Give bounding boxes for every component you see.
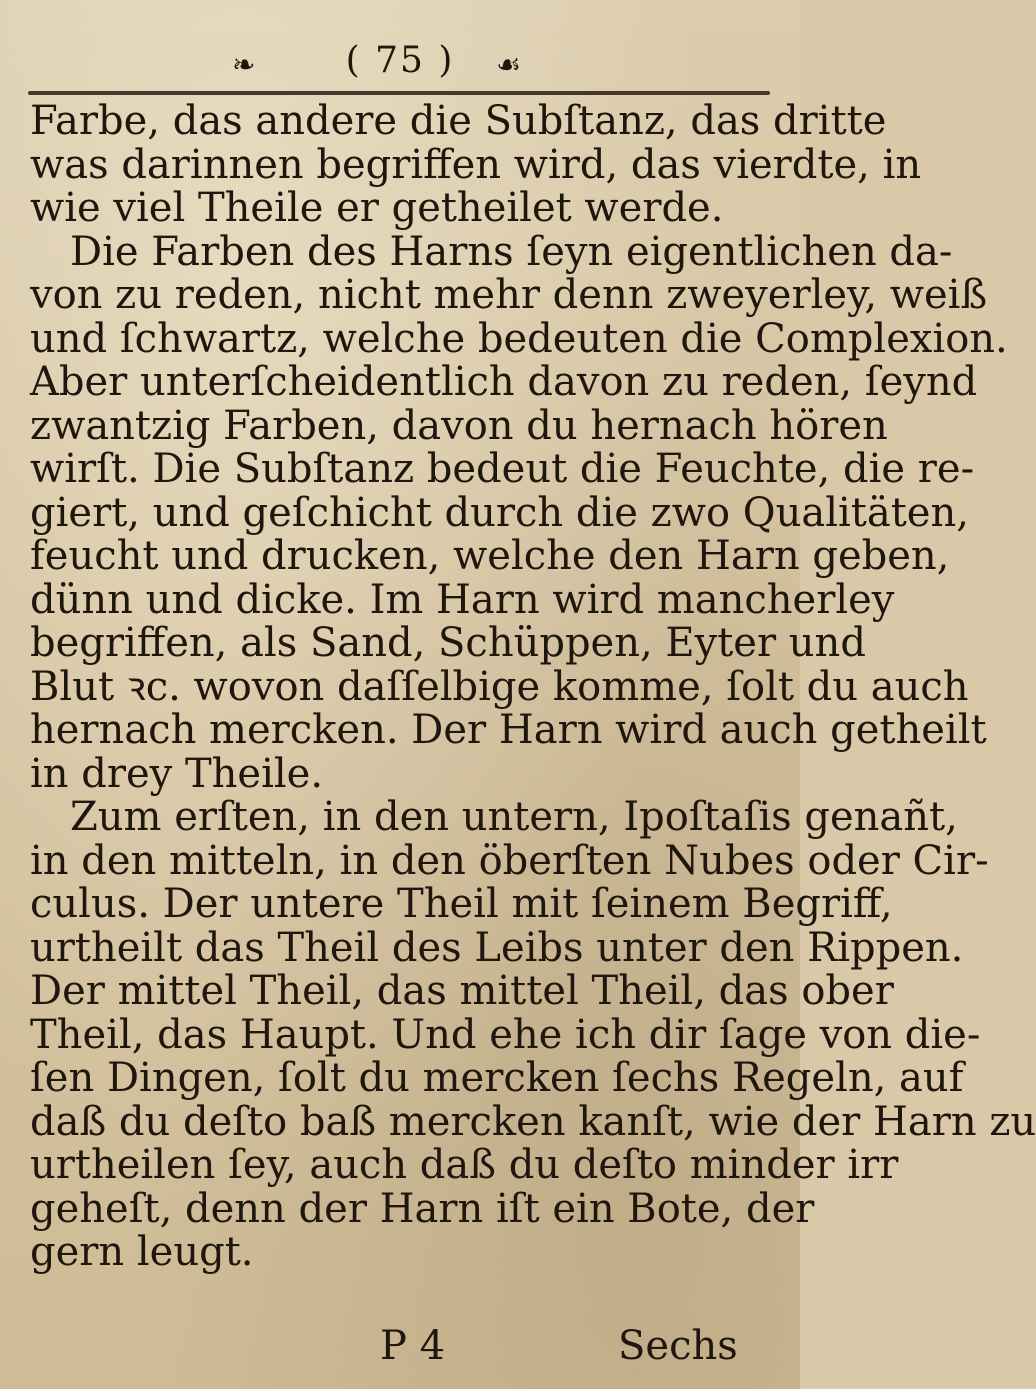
text-line: Aber unterſcheidentlich davon zu reden, ſeynd bbox=[30, 359, 978, 405]
catchword: Sechs bbox=[618, 1323, 738, 1369]
text-line: von zu reden, nicht mehr denn zweyerley, weiß bbox=[30, 272, 988, 318]
text-line: begriffen, als Sand, Schüppen, Eyter und bbox=[30, 620, 866, 666]
text-line: giert, und geſchicht durch die zwo Qualitäten, bbox=[30, 489, 969, 536]
text-line: ſen Dingen, ſolt du mercken ſechs Regeln, auf bbox=[30, 1055, 964, 1101]
text-line: Die Farben des Harns ſeyn eigentlichen da- bbox=[70, 228, 953, 275]
text-line: urtheilen ſey, auch daß du deſto minder irr bbox=[30, 1142, 899, 1188]
text-line: hernach mercken. Der Harn wird auch getheilt bbox=[30, 707, 987, 753]
text-line: Blut ꝛc. wovon daſſelbige komme, ſolt du auch bbox=[30, 663, 969, 710]
text-line: geheſt, denn der Harn iſt ein Bote, der bbox=[30, 1185, 815, 1232]
text-line: Theil, das Haupt. Und ehe ich dir ſage von die- bbox=[30, 1011, 981, 1058]
signature-mark: P 4 bbox=[380, 1323, 446, 1369]
text-line: Farbe, das andere die Subſtanz, das dritte bbox=[30, 98, 887, 144]
body-text bbox=[30, 98, 1036, 1275]
text-line: in drey Theile. bbox=[30, 750, 324, 797]
text-line: wie viel Theile er getheilet werde. bbox=[30, 185, 724, 231]
text-line: dünn und dicke. Im Harn wird mancherley bbox=[30, 576, 895, 623]
text-line: culus. Der untere Theil mit ſeinem Begriff, bbox=[30, 881, 893, 927]
text-line: in den mitteln, in den öberſten Nubes oder Cir- bbox=[30, 837, 989, 884]
text-line: zwantzig Farben, davon du hernach hören bbox=[30, 402, 888, 449]
ornament-left-icon: ❧ bbox=[232, 48, 256, 81]
text-line: wirſt. Die Subſtanz bedeut die Feuchte, die re- bbox=[30, 446, 975, 492]
text-line: Der mittel Theil, das mittel Theil, das ober bbox=[30, 968, 894, 1014]
text-line: urtheilt das Theil des Leibs unter den Rippen. bbox=[30, 924, 964, 971]
text-line: daß du deſto baß mercken kanſt, wie der Harn zu bbox=[30, 1098, 1036, 1145]
page-header bbox=[0, 38, 800, 88]
page-footer bbox=[0, 1323, 800, 1373]
ornament-right-icon: ☙ bbox=[496, 48, 522, 81]
text-line: und ſchwartz, welche bedeuten die Complexion. bbox=[30, 315, 1008, 362]
text-line: gern leugt. bbox=[30, 1229, 254, 1275]
text-line: was darinnen begriffen wird, das vierdte, in bbox=[30, 141, 922, 188]
text-line: Zum erſten, in den untern, Ipoſtaſis genañt, bbox=[70, 794, 958, 840]
header-rule bbox=[28, 91, 770, 95]
text-line: feucht und drucken, welche den Harn geben, bbox=[30, 533, 950, 579]
page-number: ( 75 ) bbox=[345, 40, 455, 81]
